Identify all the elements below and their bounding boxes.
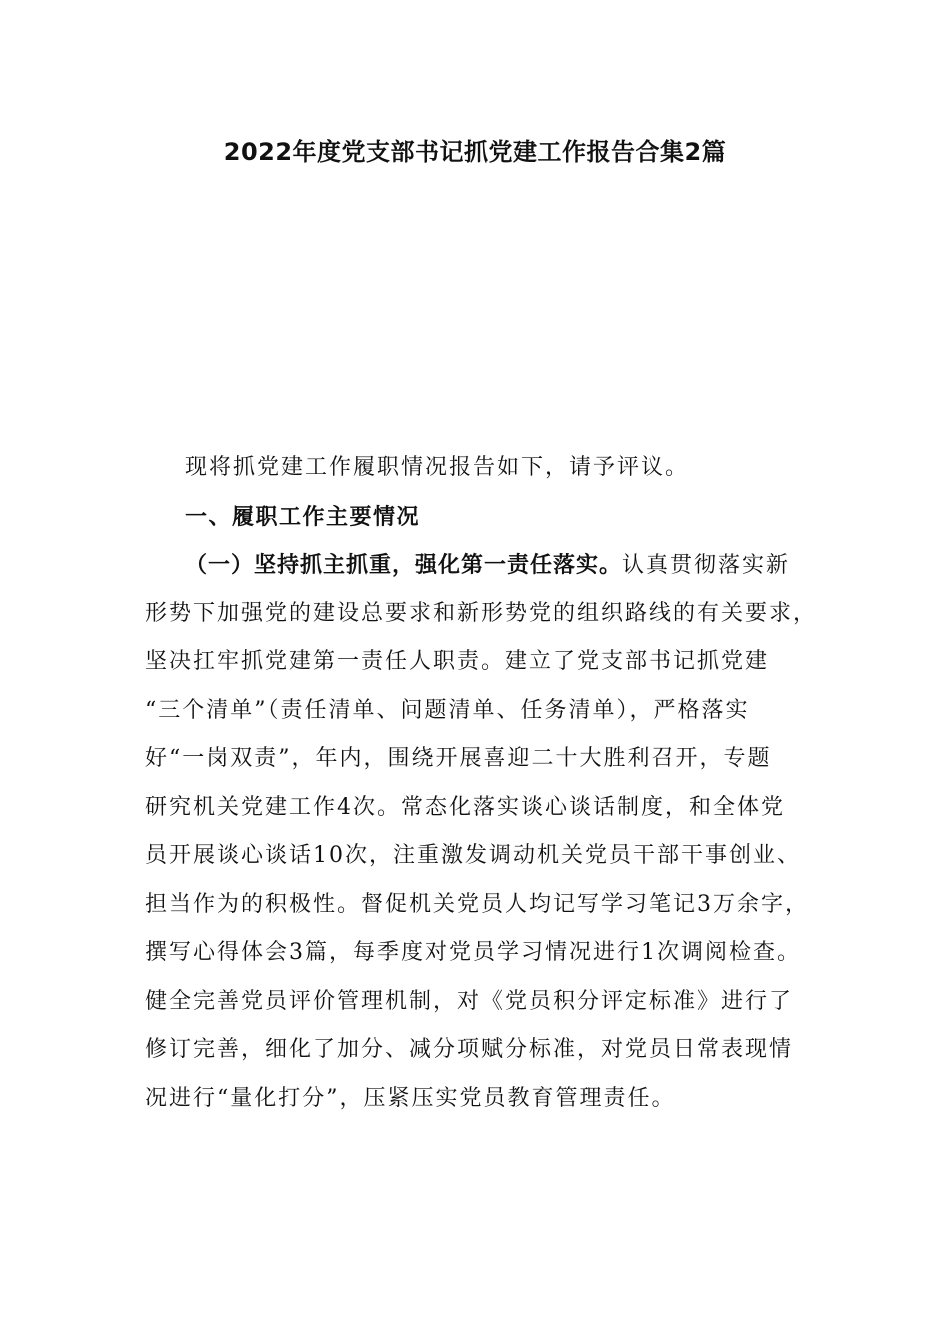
paragraph-line: 况进行“量化打分”，压紧压实党员教育管理责任。 — [145, 1085, 676, 1111]
paragraph-line: 员开展谈心谈话10次，注重激发调动机关党员干部干事创业、 — [145, 843, 801, 868]
document-body — [145, 444, 818, 1123]
paragraph-line: 坚决扛牢抓党建第一责任人职责。建立了党支部书记抓党建 — [145, 649, 770, 674]
subsection-heading: （一）坚持抓主抓重，强化第一责任落实。 — [185, 552, 623, 578]
paragraph-line: 修订完善，细化了加分、减分项赋分标准，对党员日常表现情 — [145, 1037, 794, 1062]
section-heading: 一、履职工作主要情况 — [185, 503, 421, 530]
paragraph-line: “三个清单”（责任清单、问题清单、任务清单），严格落实 — [145, 697, 750, 723]
paragraph-line: 撰写心得体会3篇，每季度对党员学习情况进行1次调阅检查。 — [145, 940, 801, 965]
paragraph-line: 形势下加强党的建设总要求和新形势党的组织路线的有关要求， — [145, 600, 818, 626]
intro-paragraph: 现将抓党建工作履职情况报告如下，请予评议。 — [185, 455, 690, 480]
paragraph-first-line — [145, 541, 805, 590]
paragraph-line: 健全完善党员评价管理机制，对《党员积分评定标准》进行了 — [145, 988, 794, 1014]
paragraph-line: 好“一岗双责”，年内，围绕开展喜迎二十大胜利召开，专题 — [145, 746, 772, 771]
paragraph-line: 认真贯彻落实新 — [622, 553, 791, 578]
paragraph-line: 担当作为的积极性。督促机关党员人均记写学习笔记3万余字， — [145, 891, 809, 917]
document-title: 2022年度党支部书记抓党建工作报告合集2篇 — [223, 138, 727, 166]
paragraph-line: 研究机关党建工作4次。常态化落实谈心谈话制度，和全体党 — [145, 794, 785, 820]
